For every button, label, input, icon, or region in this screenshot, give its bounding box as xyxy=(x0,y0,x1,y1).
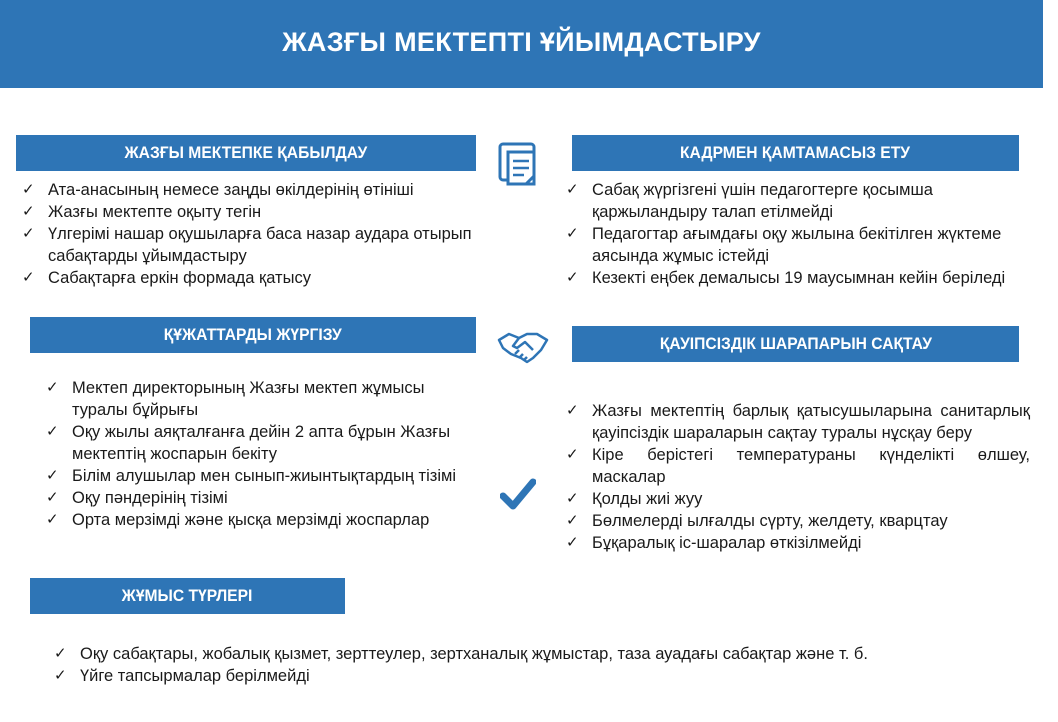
safety-heading: ҚАУІПСІЗДІК ШАРАПАРЫН САҚТАУ xyxy=(659,334,932,353)
list-item: ✓ Орта мерзімді және қысқа мерзімді жоспарлар xyxy=(46,511,430,529)
activities-list xyxy=(50,643,900,687)
title-banner xyxy=(0,0,1043,88)
list-item: ✓ Ата-анасының немесе заңды өкілдерінің өтініші xyxy=(22,181,414,199)
check-mark: ✓ xyxy=(566,269,579,286)
list-item: ✓ Қолды жиі жуу xyxy=(566,490,703,508)
check-mark: ✓ xyxy=(22,269,35,286)
check-mark: ✓ xyxy=(22,225,35,242)
list-item: ✓ Сабақтарға еркін формада қатысу xyxy=(22,269,311,287)
activities-heading: ЖҰМЫС ТҮРЛЕРІ xyxy=(122,586,253,605)
check-mark: ✓ xyxy=(566,225,579,242)
list-item: ✓ Жазғы мектепте оқыту тегін xyxy=(22,203,262,221)
page-title: ЖАЗҒЫ МЕКТЕПТІ ҰЙЫМДАСТЫРУ xyxy=(282,27,761,57)
check-mark: ✓ xyxy=(46,467,59,484)
admission-heading: ЖАЗҒЫ МЕКТЕПКЕ ҚАБЫЛДАУ xyxy=(124,143,368,162)
check-mark: ✓ xyxy=(46,489,59,506)
list-item: ✓ Кіре берістегі температураны күнделікті өлшеу, маскалар xyxy=(566,446,1030,486)
list-item: ✓ Оқу жылы аяқталғанға дейін 2 апта бұрын Жазғы мектептің жоспарын бекіту xyxy=(46,423,451,463)
list-item: ✓ Оқу пәндерінің тізімі xyxy=(46,489,228,507)
list-item: ✓ Білім алушылар мен сынып-жиынтықтардың тізімі xyxy=(46,467,457,485)
documents-heading-bar xyxy=(30,317,476,353)
check-mark: ✓ xyxy=(566,534,579,551)
check-mark: ✓ xyxy=(566,446,579,463)
check-mark: ✓ xyxy=(54,645,67,662)
staffing-heading: КАДРМЕН ҚАМТАМАСЫЗ ЕТУ xyxy=(680,143,911,162)
documents-heading: ҚҰЖАТТАРДЫ ЖҮРГІЗУ xyxy=(164,325,342,344)
safety-list xyxy=(562,400,1030,554)
list-item: ✓ Бөлмелерді ылғалды сүрту, желдету, кварцтау xyxy=(566,512,948,530)
check-mark: ✓ xyxy=(22,203,35,220)
list-item: ✓ Жазғы мектептің барлық қатысушыларына санитарлық қауіпсіздік шараларын сақтау туралы нұсқау беру xyxy=(566,402,1030,442)
documents-list xyxy=(42,377,462,531)
checkmark-icon xyxy=(500,478,536,512)
list-item: ✓ Мектеп директорының Жазғы мектеп жұмысы туралы бұйрығы xyxy=(46,379,425,419)
list-item: ✓ Сабақ жүргізгені үшін педагогтерге қосымша қаржыландыру талап етілмейді xyxy=(566,181,933,221)
document-icon xyxy=(498,142,542,188)
check-mark: ✓ xyxy=(566,490,579,507)
list-item: ✓ Педагогтар ағымдағы оқу жылына бекітілген жүктеме аясында жұмыс істейді xyxy=(566,225,1002,265)
safety-heading-bar xyxy=(572,326,1019,362)
check-mark: ✓ xyxy=(54,667,67,684)
check-mark: ✓ xyxy=(46,423,59,440)
admission-list xyxy=(18,179,480,289)
check-mark: ✓ xyxy=(46,379,59,396)
list-item: ✓ Оқу сабақтары, жобалық қызмет, зерттеулер, зертханалық жұмыстар, таза ауадағы сабақтар және т. б. xyxy=(54,645,868,663)
list-item: ✓ Кезекті еңбек демалысы 19 маусымнан кейін беріледі xyxy=(566,269,1006,287)
check-mark: ✓ xyxy=(566,512,579,529)
list-item: ✓ Үлгерімі нашар оқушыларға баса назар аудара отырып сабақтарды ұйымдастыру xyxy=(22,225,472,265)
list-item: ✓ Үйге тапсырмалар берілмейді xyxy=(54,667,310,685)
list-item: ✓ Бұқаралық іс-шаралар өткізілмейді xyxy=(566,534,862,552)
handshake-icon xyxy=(497,328,549,366)
check-mark: ✓ xyxy=(566,402,579,419)
staffing-list xyxy=(562,179,1024,289)
check-mark: ✓ xyxy=(46,511,59,528)
activities-heading-bar xyxy=(30,578,345,614)
admission-heading-bar xyxy=(16,135,476,171)
check-mark: ✓ xyxy=(566,181,579,198)
staffing-heading-bar xyxy=(572,135,1019,171)
check-mark: ✓ xyxy=(22,181,35,198)
